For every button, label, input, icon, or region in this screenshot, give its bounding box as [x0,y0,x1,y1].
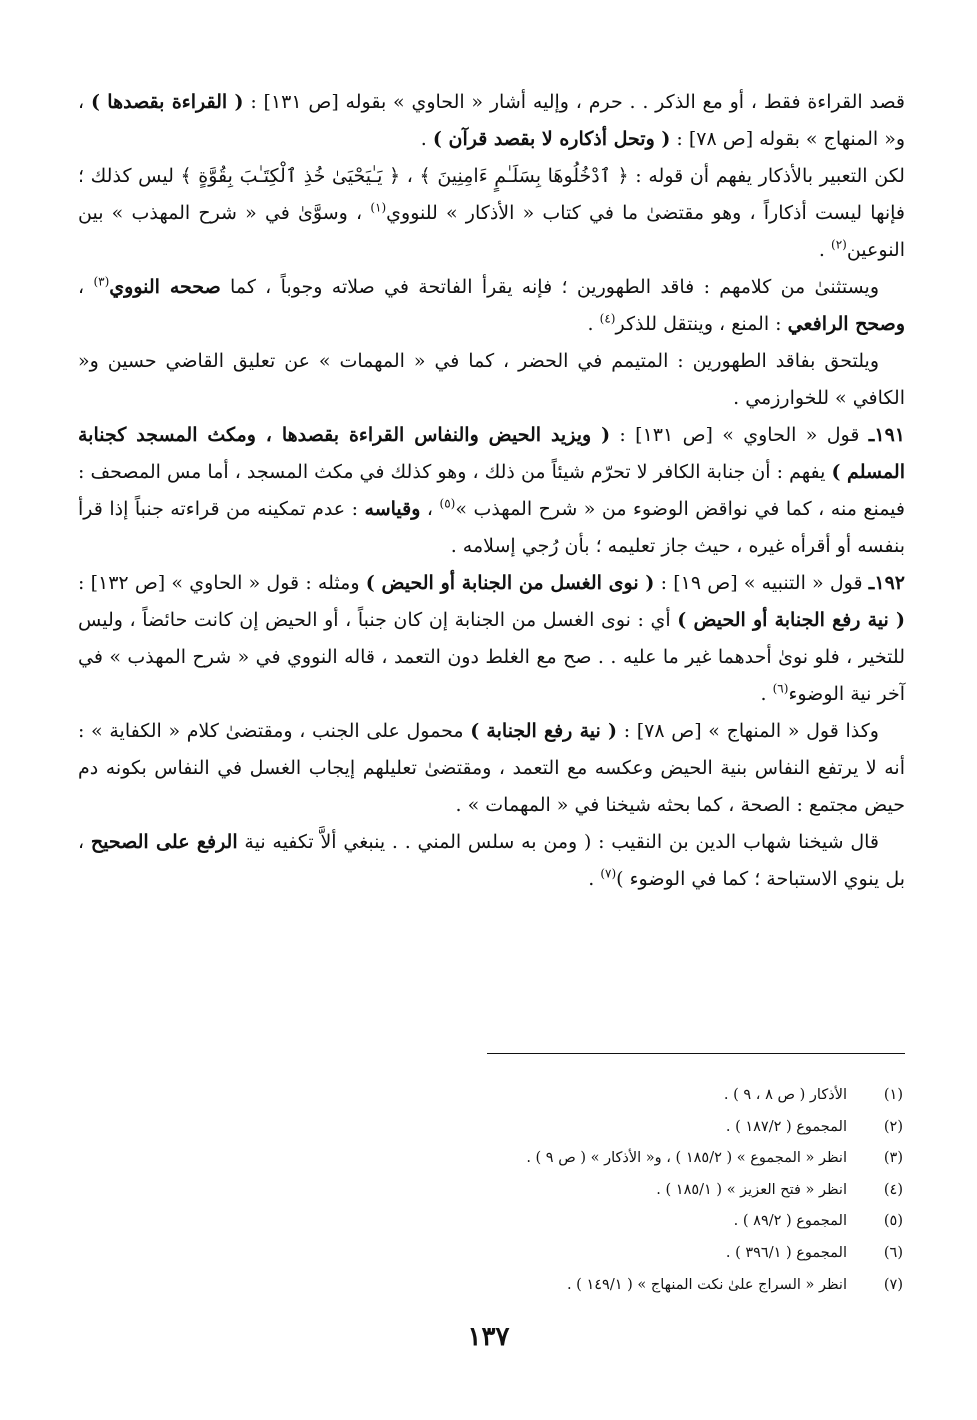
footnote-number: (٤) [883,1181,903,1198]
footnote-ref: (٣) [93,274,110,289]
footnote-number: (٥) [883,1213,903,1230]
footnote-ref: (٧) [600,866,617,881]
bold-text: ( نية رفع الجنابة أو الحيض ) [677,609,905,631]
bold-text: ( القراءة بقصدها ) [90,91,244,113]
text-run: . [420,128,433,150]
footnote-ref: (٦) [772,681,789,696]
footnote-ref: (٢) [831,237,847,252]
text-run: لكن التعبير بالأذكار يفهم أن قوله : [628,165,905,187]
text-run: ، وسوَّىٰ في « شرح المهذب » بين النوعين [78,202,905,261]
text-run: أي : نوى الغسل من الجنابة إن كان جنباً ، أو الحيض إن كانت حائضاً ، وليس للتخير ، فلو نوىٰ أحدهما غير ما عليه . . صح مع الغلط دون التعمد ، قاله النووي في « شرح المهذب » في آخر نية الوضوء [78,609,905,705]
footnote [78,1080,903,1112]
paragraph [78,713,905,824]
footnote-number: (١) [883,1087,903,1103]
text-run: قول « الحاوي » [ص ١٣١] : [610,424,869,446]
text-run: . [587,313,600,335]
footnote [78,1270,903,1302]
footnote-number: (٧) [883,1276,903,1293]
text-run: ، [400,165,420,187]
bold-text: ١٩١ـ [868,424,905,446]
text-run: ليس كذلك ؛ فإنها ليست أذكاراً ، وهو مقتضىٰ ما في كتاب « الأذكار » للنووي [78,165,905,224]
text-run: قول « التنبيه » [ص ١٩] : [654,572,869,594]
bold-text: ( نوى الغسل من الجنابة أو الحيض ) [365,572,655,594]
footnote-separator [487,1053,905,1054]
text-run: محمول على الجنب ، ومقتضىٰ كلام « الكفاية » : أنه لا يرتفع النفاس بنية الحيض وعكسه مع التعمد ، ومقتضىٰ تعليلهم إيجاب الغسل في النفاس بكونه دم حيض مجتمع : الصحة ، كما بحثه شيخنا في « المهمات » . [78,720,905,816]
footnote-number: (٢) [883,1118,903,1135]
footnote [78,1143,903,1175]
paragraph [78,269,905,343]
footnote-number: (٣) [883,1150,903,1167]
footnote-number: (٦) [883,1244,903,1261]
text-run: قال شيخنا شهاب الدين بن النقيب : ( ومن به سلس المني . . ينبغي ألاَّ تكفيه نية [237,831,879,853]
paragraph [78,158,905,269]
text-run: . [588,868,601,890]
bold-text: ١٩٢ـ [868,572,905,594]
bold-text: ( وتحل أذكاره لا بقصد قرآن ) [432,128,671,150]
text-run: يفهم : أن جنابة الكافر لا تحرّم شيئاً من ذلك ، وهو كذلك في مكث المسجد ، أما مس المصحف : فيمنع منه ، كما في نواقض الوضوء من « شرح المهذب » [78,461,905,520]
paragraph [78,84,905,158]
paragraph [78,343,905,417]
footnote-ref: (٤) [599,311,616,326]
footnote-text: انظر « المجموع » ( ١٨٥/٢ ) ، و« الأذكار » ( ص ٩ ) . [526,1150,847,1167]
bold-text: ( نية رفع الجنابة ) [470,720,618,742]
text-run: وكذا قول « المنهاج » [ص ٧٨] : [617,720,879,742]
quran-verse: ﴿ يَـٰيَحْيَىٰ خُذِ ٱلْكِتَـٰبَ بِقُوَّةٍ ﴾ [180,165,401,187]
footnote [78,1175,903,1207]
text-run: : عدم تمكينه من قراءته جنباً إذا قرأ بنفسه أو أقرأه غيره ، حيث جاز تعليمه ؛ بأن رُجي إسلامه . [78,498,905,557]
bold-text: صححه النووي [109,276,221,298]
text-run: ويستثنىٰ من كلامهم : فاقد الطهورين ؛ فإنه يقرأ الفاتحة في صلاته وجوباً ، كما [220,276,880,298]
text-run: ، [78,276,94,298]
text-run: . [818,239,832,261]
footnote-text: المجموع ( ٨٩/٢ ) . [733,1213,847,1230]
page-number: ١٣٧ [467,1322,510,1352]
bold-text: وصحح الرافعي [787,313,905,335]
footnote-text: المجموع ( ١٨٧/٢ ) . [725,1118,847,1135]
footnote [78,1238,903,1270]
bold-text: ( ويزيد الحيض والنفاس القراءة بقصدها ، ومكث المسجد كجنابة المسلم ) [78,424,905,483]
paragraph [78,824,905,898]
footnote-text: الأذكار ( ص ٨ ، ٩ ) . [723,1087,847,1103]
footnote [78,1206,903,1238]
footnote-ref: (٥) [439,496,456,511]
bold-text: الرفع على الصحيح [90,831,238,853]
footnote-ref: (١) [370,200,387,215]
footnote-text: المجموع ( ٣٩٦/١ ) . [725,1244,847,1261]
text-run: ، [420,498,440,520]
text-run: قصد القراءة فقط ، أو مع الذكر . . حرم ، وإليه أشار « الحاوي » بقوله [ص ١٣١] : [243,91,906,113]
text-run: ، بل ينوي الاستباحة ؛ كما في الوضوء ) [78,831,905,890]
paragraph [78,417,905,565]
text-run: : المنع ، وينتقل للذكر [615,313,788,335]
footnote-text: انظر « فتح العزيز » ( ١٨٥/١ ) . [656,1181,847,1198]
text-run: ومثله : قول « الحاوي » [ص ١٣٢] : [78,572,366,594]
text-run: ويلتحق بفاقد الطهورين : المتيمم في الحضر ، كما في « المهمات » عن تعليق القاضي حسين و« الكافي » للخوارزمي . [78,350,905,409]
main-text [78,84,905,898]
footnote [78,1112,903,1144]
footnote-text: انظر « السراج علىٰ نكت المنهاج » ( ١٤٩/١ ) . [566,1276,847,1293]
text-run: ، و« المنهاج » بقوله [ص ٧٨] : [78,91,905,150]
bold-text: وقياسه [364,498,421,520]
paragraph [78,565,905,713]
footnotes-list [78,1080,903,1301]
text-run: . [760,683,773,705]
quran-verse: ﴿ ٱدْخُلُوهَا بِسَلَـٰمٍ ءَامِنِينَ ﴾ [419,165,629,187]
